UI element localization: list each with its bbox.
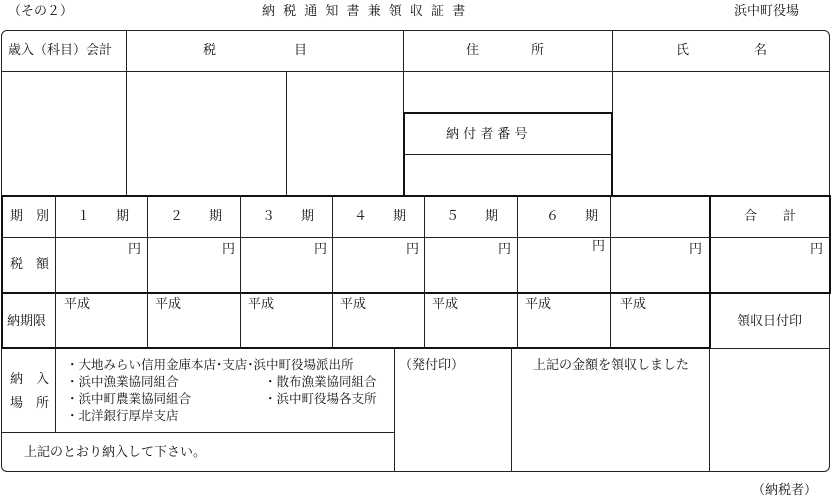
yen-unit: 円 xyxy=(128,242,142,257)
period-2: ２ 期 xyxy=(170,209,223,224)
installments-left xyxy=(1,195,3,349)
period-3: ３ 期 xyxy=(262,209,315,224)
divider xyxy=(286,71,287,195)
divider xyxy=(394,348,395,472)
yen-unit: 円 xyxy=(810,242,824,257)
payment-place-item: ・散布漁業協同組合 xyxy=(264,374,377,389)
divider xyxy=(55,195,56,348)
divider xyxy=(147,195,148,348)
taxpayer-copy-label: （納税者） xyxy=(752,483,818,498)
divider xyxy=(709,348,830,349)
period-6: ６ 期 xyxy=(546,209,599,224)
era-label: 平成 xyxy=(248,297,275,312)
payment-instruction: 上記のとおり納入して下さい。 xyxy=(24,445,207,460)
yen-unit: 円 xyxy=(222,242,236,257)
page-title: 納 税 通 知 書 兼 領 収 証 書 xyxy=(262,4,468,19)
address-column-header: 住 所 xyxy=(466,43,545,58)
divider xyxy=(55,348,56,432)
yen-unit: 円 xyxy=(689,242,703,257)
divider xyxy=(511,348,512,472)
deadline-top xyxy=(1,292,831,294)
period-5: ５ 期 xyxy=(446,209,499,224)
payment-place-item: ・北洋銀行厚岸支店 xyxy=(66,408,179,423)
period-row-divider xyxy=(1,237,831,238)
deadline-label: 納期限 xyxy=(7,314,47,329)
tax-amount-label: 税 額 xyxy=(10,257,50,272)
account-column-header: 歳入（科目）会計 xyxy=(8,43,113,58)
yen-unit: 円 xyxy=(406,242,420,257)
payment-place-item: ・大地みらい信用金庫本店･支店･浜中町役場派出所 xyxy=(66,357,354,372)
era-label: 平成 xyxy=(64,297,91,312)
tax-item-column-header: 税 目 xyxy=(203,43,308,58)
issuance-stamp-label: （発付印） xyxy=(399,358,465,373)
receipt-date-stamp-label: 領収日付印 xyxy=(737,314,803,329)
yen-unit: 円 xyxy=(592,239,606,254)
payment-place-item: ・浜中町役場各支所 xyxy=(264,391,377,406)
payer-box-divider xyxy=(403,154,613,155)
era-label: 平成 xyxy=(155,297,182,312)
total-label: 合 計 xyxy=(744,209,797,224)
era-label: 平成 xyxy=(340,297,367,312)
divider xyxy=(332,195,333,348)
divider xyxy=(424,195,425,348)
installments-total-divider xyxy=(709,195,711,349)
received-statement: 上記の金額を領収しました xyxy=(533,358,690,373)
era-label: 平成 xyxy=(620,297,647,312)
yen-unit: 円 xyxy=(314,242,328,257)
installments-right xyxy=(829,195,831,293)
payment-place-item: ・浜中漁業協同組合 xyxy=(66,374,179,389)
payer-box-top xyxy=(403,112,613,114)
name-column-header: 氏 名 xyxy=(676,43,768,58)
period-1: １ 期 xyxy=(77,209,130,224)
period-4: ４ 期 xyxy=(354,209,407,224)
payment-place-label: 場 所 xyxy=(10,396,50,411)
office-name: 浜中町役場 xyxy=(734,4,800,19)
divider xyxy=(709,348,710,472)
divider xyxy=(517,195,518,348)
payment-place-label: 納 入 xyxy=(10,372,50,387)
era-label: 平成 xyxy=(432,297,459,312)
divider xyxy=(126,30,127,195)
sheet-number: （その２） xyxy=(8,4,74,19)
yen-unit: 円 xyxy=(498,242,512,257)
installments-top xyxy=(1,195,831,197)
payer-number-label: 納 付 者 番 号 xyxy=(446,127,528,142)
period-label: 期 別 xyxy=(10,209,50,224)
payment-place-item: ・浜中町農業協同組合 xyxy=(66,391,192,406)
deadline-bottom xyxy=(1,347,711,349)
era-label: 平成 xyxy=(525,297,552,312)
instruction-divider xyxy=(1,432,395,433)
divider xyxy=(610,195,611,348)
divider xyxy=(240,195,241,348)
